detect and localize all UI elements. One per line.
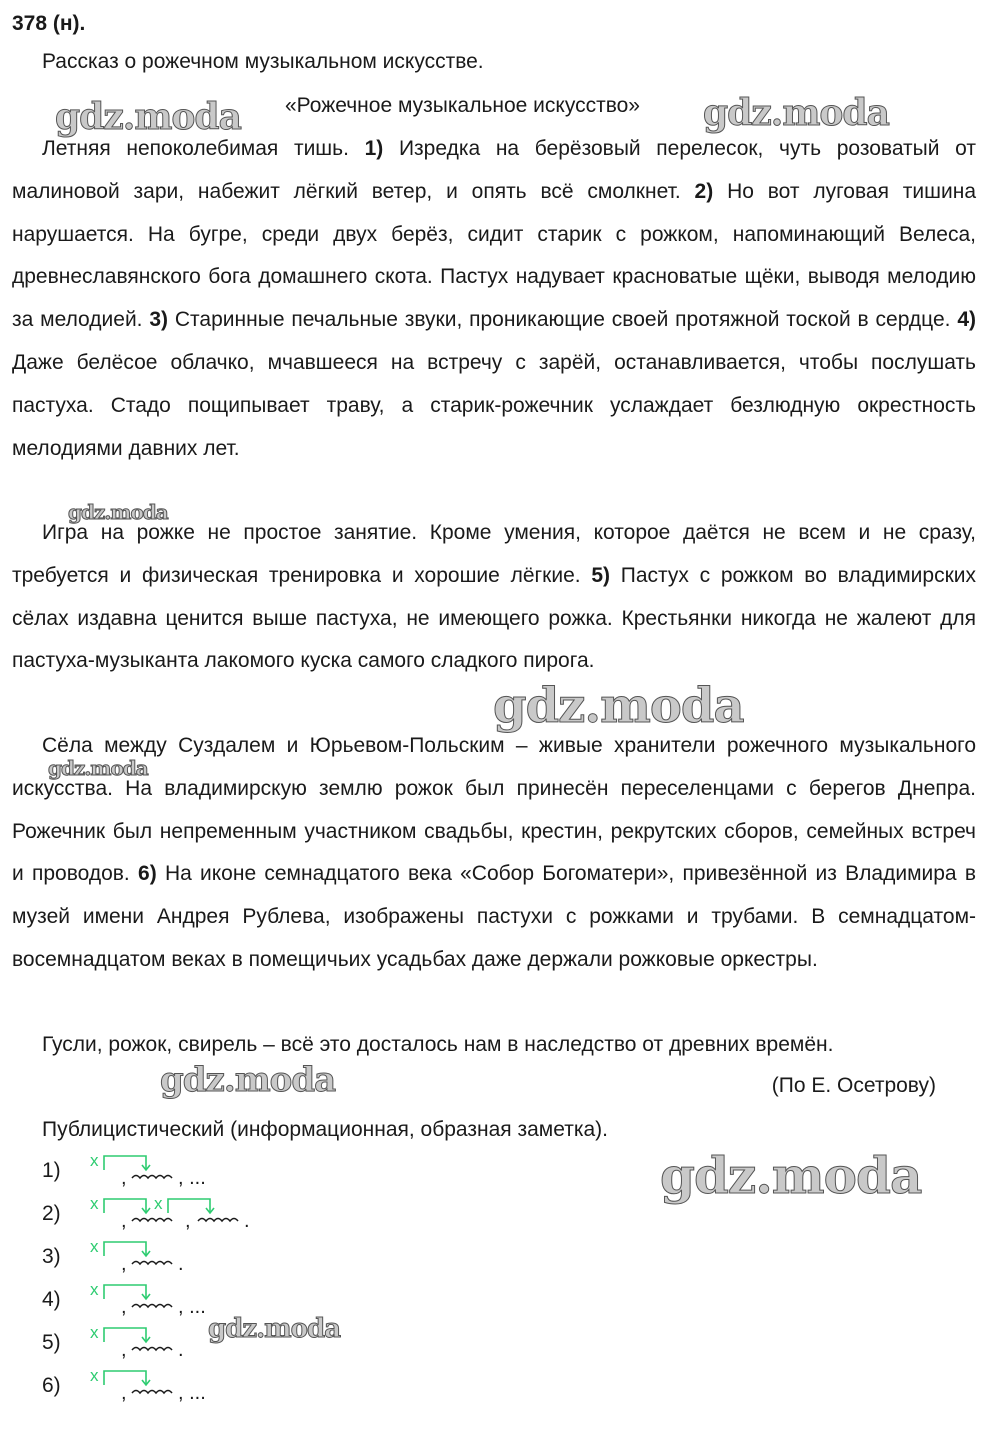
scheme-row <box>42 1367 342 1407</box>
watermark: gdz.moda <box>160 1060 336 1100</box>
scheme-comma: , <box>121 1339 127 1361</box>
watermark: gdz.moda <box>493 678 744 734</box>
scheme-number: 5) <box>42 1331 61 1354</box>
scheme-tail: , ... <box>178 1167 206 1189</box>
watermark: gdz.moda <box>660 1146 922 1205</box>
scheme-tail: , ... <box>178 1296 206 1318</box>
scheme-number: 3) <box>42 1245 61 1268</box>
watermark: gdz.moda <box>208 1314 341 1344</box>
scheme-comma: , <box>121 1253 127 1275</box>
sentence-marker: 3) <box>149 308 169 332</box>
scheme-comma: , <box>121 1210 127 1232</box>
sentence-marker: 1) <box>364 137 384 160</box>
scheme-diagram <box>90 1195 310 1235</box>
text-fragment: Но вот луговая тишина нарушается. На бугре, среди двух берёз, сидит старик с рожком, напоминающий Велеса, древнеславянского бога домашнего скота. Пастух надувает красноватые щёки, выводя мелодию за мелодией. <box>12 179 976 332</box>
scheme-tail: . <box>178 1253 184 1275</box>
paragraph-2 <box>12 512 976 683</box>
scheme-comma: , <box>121 1296 127 1318</box>
paragraph-1 <box>12 128 976 470</box>
task-intro: Рассказ о рожечном музыкальном искусстве. <box>42 50 484 73</box>
text-title: «Рожечное музыкальное искусство» <box>285 94 640 117</box>
scheme-tail: . <box>178 1339 184 1361</box>
text-fragment: Игра на рожке не простое занятие. Кроме умения, которое даётся не всем и не сразу, требуется и физическая тренировка и хорошие лёгкие. <box>12 521 976 587</box>
scheme-number: 2) <box>42 1202 61 1225</box>
text-fragment: На иконе семнадцатого века «Собор Богоматери», привезённой из Владимира в музей имени Андрея Рублева, изображены пастухи с рожками и трубами. В семнадцатом-восемнадцатом веках в помещичьих усадьбах даже держали рожковые оркестры. <box>12 862 976 971</box>
subject-mark: х <box>90 1194 99 1213</box>
scheme-comma: , <box>121 1382 127 1404</box>
watermark: gdz.moda <box>55 96 241 138</box>
text-fragment: Изредка на берёзовый перелесок, чуть розоватый от малиновой зари, набежит лёгкий ветер, и опять всё смолкнет. <box>12 137 976 203</box>
predicate-wavy-line <box>132 1262 172 1265</box>
subject-mark: х <box>90 1237 99 1256</box>
scheme-row <box>42 1238 342 1278</box>
watermark: gdz.moda <box>48 756 148 780</box>
predicate-wavy-line <box>132 1176 172 1179</box>
text-fragment: Старинные печальные звуки, проникающие своей протяжной тоской в сердце. <box>168 308 958 332</box>
paragraph-3 <box>12 725 976 982</box>
scheme-diagram <box>90 1367 310 1407</box>
predicate-wavy-line <box>132 1348 172 1351</box>
scheme-row <box>42 1195 342 1235</box>
paragraph-4 <box>12 1024 976 1067</box>
scheme-tail: . <box>244 1210 250 1232</box>
text-fragment: Пастух с рожком во владимирских сёлах издавна ценится выше пастуха, не имеющего рожка. Крестьянки никогда не жалеют для пастуха-музыканта лакомого куска самого сладкого пирога. <box>12 563 977 673</box>
subject-mark: х <box>90 1151 99 1170</box>
sentence-marker: 4) <box>957 308 976 332</box>
style-definition: Публицистический (информационная, образная заметка). <box>42 1118 608 1141</box>
subject-mark: х <box>90 1280 99 1299</box>
task-number: 378 (н). <box>12 12 86 35</box>
scheme-row <box>42 1152 342 1192</box>
subject-mark: х <box>154 1194 163 1213</box>
predicate-wavy-line <box>132 1219 172 1222</box>
scheme-number: 6) <box>42 1374 61 1397</box>
text-fragment: Гусли, рожок, свирель – всё это досталось нам в наследство от древних времён. <box>42 1033 834 1056</box>
sentence-marker: 6) <box>138 862 157 886</box>
sentence-marker: 5) <box>591 563 611 587</box>
scheme-comma: , <box>121 1167 127 1189</box>
subject-mark: х <box>90 1366 99 1385</box>
subject-mark: х <box>90 1323 99 1342</box>
predicate-wavy-line <box>132 1305 172 1308</box>
predicate-wavy-line <box>132 1391 172 1394</box>
watermark: gdz.moda <box>703 92 889 134</box>
scheme-tail: , ... <box>178 1382 206 1404</box>
text-fragment: Даже белёсое облачко, мчавшееся на встречу с зарёй, останавливается, чтобы послушать пастуха. Стадо пощипывает траву, а старик-рожечник услаждает безлюдную окрестность мелодиями давних лет. <box>12 350 976 460</box>
source-attribution: (По Е. Осетрову) <box>771 1074 936 1097</box>
scheme-number: 4) <box>42 1288 61 1311</box>
scheme-diagram <box>90 1238 310 1278</box>
watermark: gdz.moda <box>68 500 168 524</box>
scheme-number: 1) <box>42 1159 61 1182</box>
scheme-comma: , <box>185 1210 191 1232</box>
sentence-marker: 2) <box>694 179 714 203</box>
scheme-diagram <box>90 1152 310 1192</box>
predicate-wavy-line <box>198 1219 238 1222</box>
text-fragment: Летняя непоколебимая тишь. <box>42 137 365 160</box>
text-fragment: Сёла между Суздалем и Юрьевом-Польским – живые хранители рожечного музыкального искусства. На владимирскую землю рожок был принесён переселенцами с берегов Днепра. Рожечник был непременным участником свадьбы, крестин, рекрутских сборов, семейных встреч и проводов. <box>12 734 976 886</box>
